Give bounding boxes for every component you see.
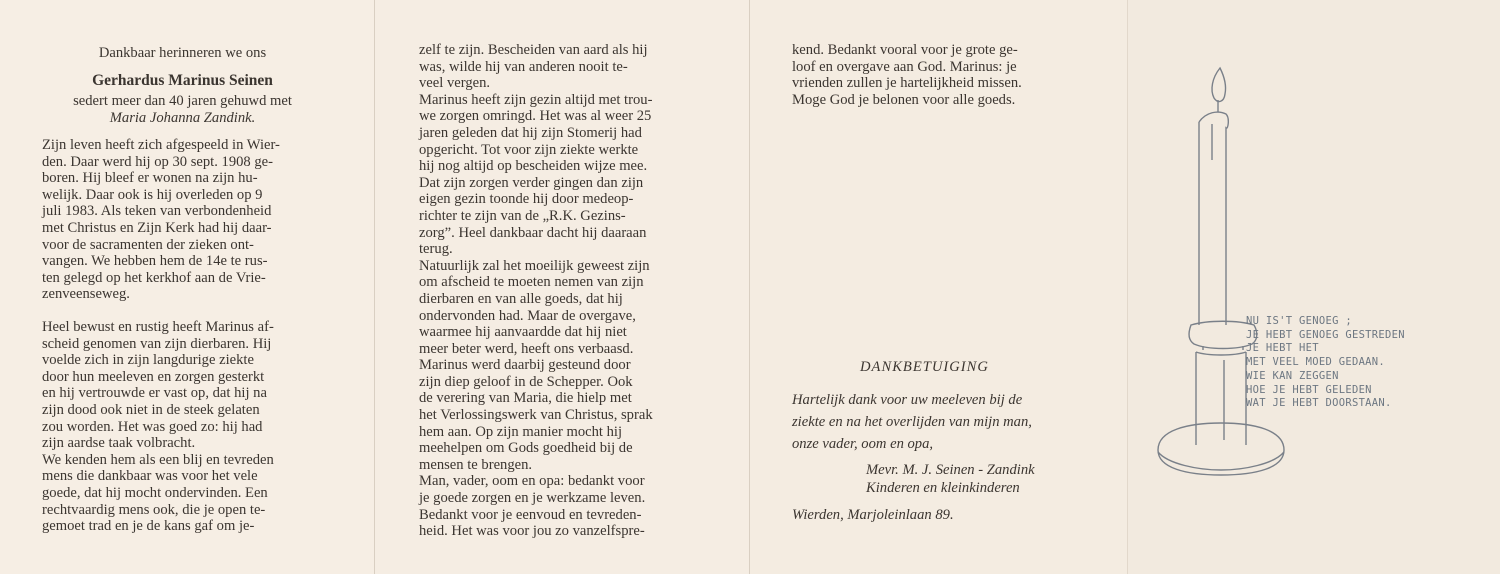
thanks-heading: DANKBETUIGING (860, 359, 989, 375)
back-page (1128, 0, 1500, 574)
marriage-line: sedert meer dan 40 jaren gehuwd met (73, 93, 292, 109)
thanks-text: Hartelijk dank voor uw meeleven bij de ziekte en na het overlijden van mijn man, onze vader, oom en opa, (792, 392, 1032, 452)
right-page (750, 0, 1128, 574)
handwritten-poem: NU IS'T GENOEG ; JE HEBT GENOEG GESTREDEN JE HEBT HET MET VEEL MOED GEDAAN. WIE KAN ZEGGEN HOE JE HEBT GELEDEN WAT JE HEBT DOORSTAAN. (1246, 315, 1405, 410)
signer-spouse: Mevr. M. J. Seinen - Zandink (866, 462, 1035, 478)
signer-family: Kinderen en kleinkinderen (866, 480, 1020, 496)
candle-illustration (1128, 0, 1500, 574)
intro-line: Dankbaar herinneren we ons (98, 45, 267, 61)
middle-page (375, 0, 750, 574)
farewell-paragraph: Heel bewust en rustig heeft Marinus af- scheid genomen van zijn dierbaren. Hij voelde zich in zijn langdurige ziekte door hun meeleven en zorgen gesterkt en hij vertrouwde er vast op, dat hij na zijn dood ook niet in de steek gelaten zou worden. Het was goed zo: hij had zijn aardse taak volbracht. We kenden hem als een blij en tevreden mens die dankbaar was voor het vele goede, dat hij mocht ondervinden. Een rechtvaardig mens ook, die je open te- gemoet trad en je de kans gaf om je- (42, 319, 274, 535)
address: Wierden, Marjoleinlaan 89. (792, 507, 954, 523)
life-paragraph: Zijn leven heeft zich afgespeeld in Wier- den. Daar werd hij op 30 sept. 1908 ge- boren. Hij bleef er wonen na zijn hu- welijk. Daar ook is hij overleden op 9 juli 1983. Als teken van verbondenheid met Christus en Zijn Kerk had hij daar- voor de sacramenten der zieken ont- vangen. We hebben hem de 14e te rus- ten gelegd op het kerkhof aan de Vrie- zenveenseweg. (42, 137, 280, 303)
spouse-name: Maria Johanna Zandink. (109, 110, 256, 126)
closing-text: kend. Bedankt vooral voor je grote ge- loof en overgave aan God. Marinus: je vrienden zullen je hartelijkheid missen. Moge God je belonen voor alle goeds. (792, 42, 1022, 108)
middle-text: zelf te zijn. Bescheiden van aard als hij was, wilde hij van anderen nooit te- veel vergen. Marinus heeft zijn gezin altijd met trou- we zorgen omringd. Het was al weer 25 jaren geleden dat hij zijn Stomerij had opgericht. Tot voor zijn ziekte werkte hij nog altijd op bescheiden wijze mee. Dat zijn zorgen verder gingen dan zijn eigen gezin toonde hij door medeop- richter te zijn van de „R.K. Gezins- zorg”. Heel dankbaar dacht hij daaraan terug. Natuurlijk zal het moeilijk geweest zijn om afscheid te moeten nemen van zijn dierbaren en van alle goeds, dat hij ondervonden had. Maar de overgave, waarmee hij aanvaardde dat hij niet meer beter werd, heeft ons verbaasd. Marinus werd daarbij gesteund door zijn diep geloof in de Schepper. Ook de verering van Maria, die hielp met het Verlossingswerk van Christus, sprak hem aan. Op zijn manier mocht hij meehelpen om Gods goedheid bij de mensen te brengen. Man, vader, oom en opa: bedankt voor je goede zorgen en je werkzame leven. Bedankt voor je eenvoud en tevreden- heid. Het was voor jou zo vanzelfspre- (419, 42, 653, 540)
left-page (0, 0, 375, 574)
deceased-name: Gerhardus Marinus Seinen (92, 72, 273, 89)
